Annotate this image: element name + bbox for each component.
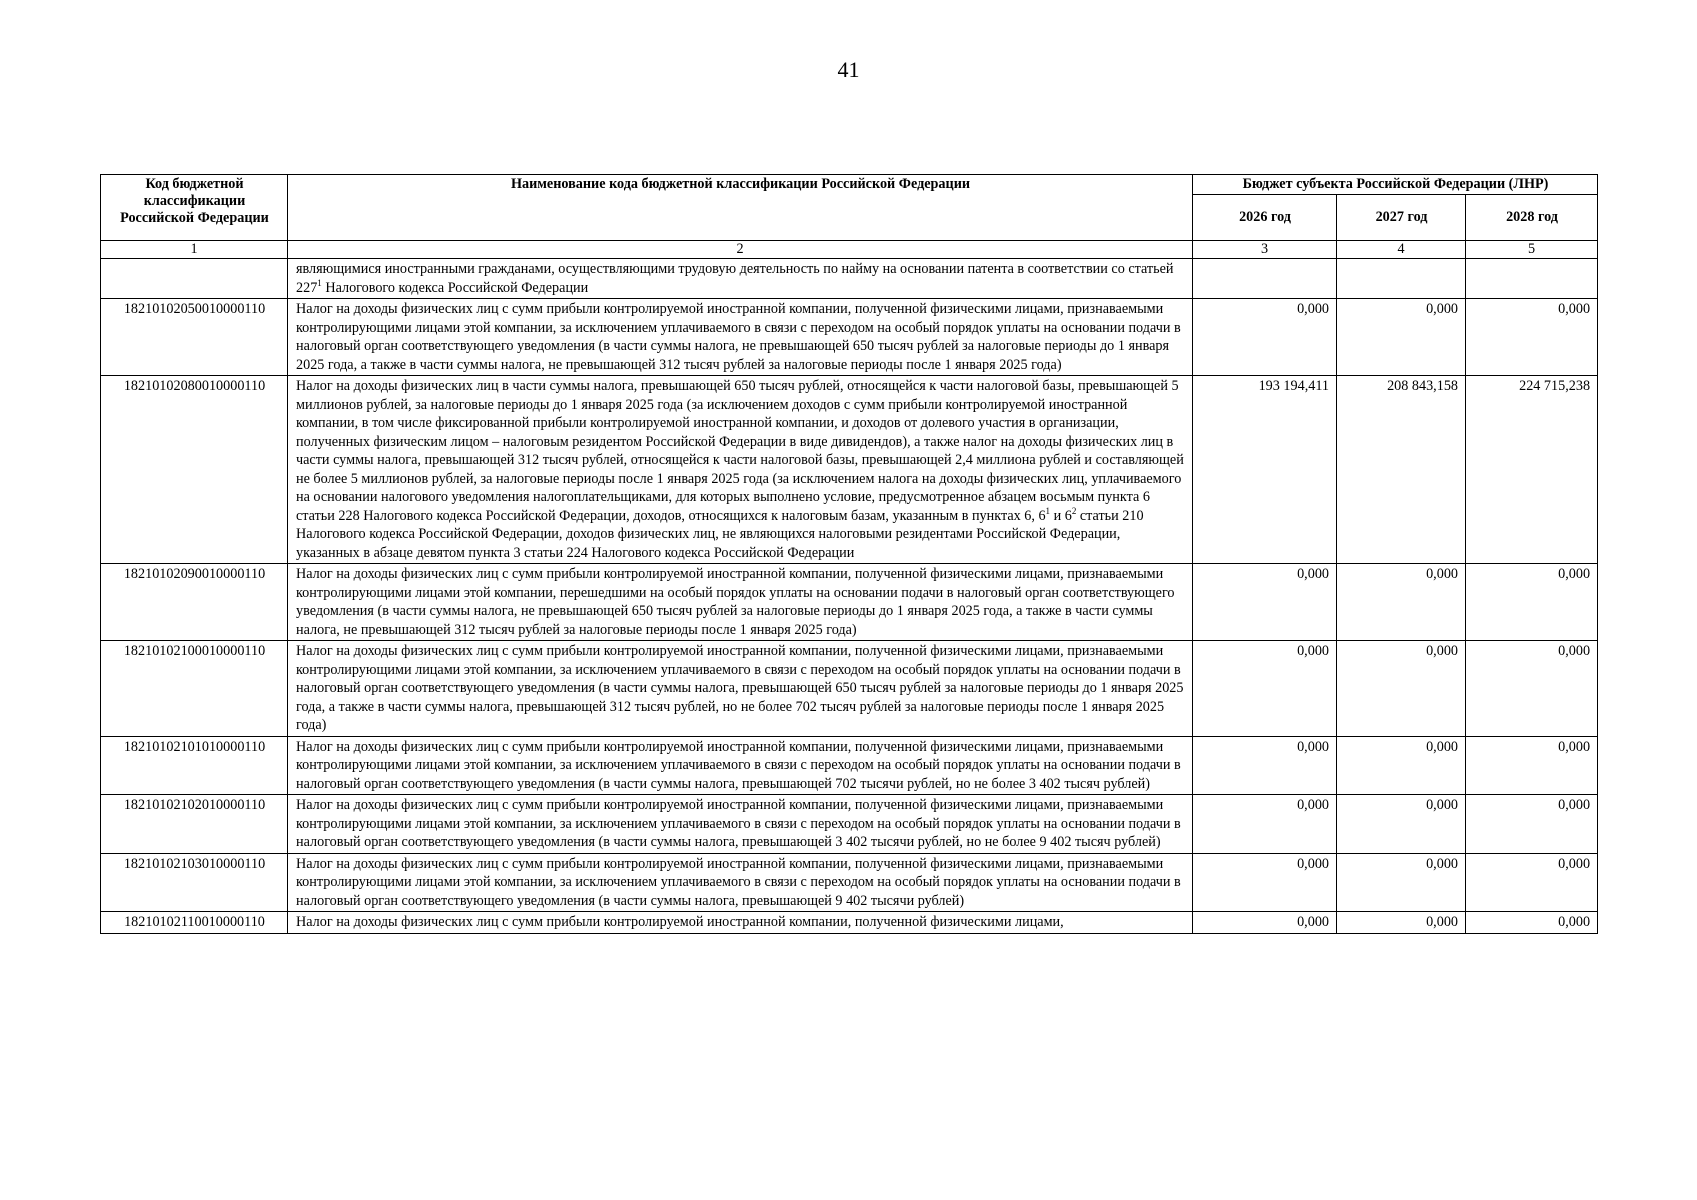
value-2028: 0,000 — [1466, 736, 1598, 795]
table-row-continuation — [101, 259, 1598, 299]
value-2026 — [1193, 259, 1337, 299]
name-text: Налогового кодекса Российской Федерации — [321, 279, 589, 296]
value-2027: 0,000 — [1337, 795, 1466, 854]
header-budget: Бюджет субъекта Российской Федерации (ЛНР) — [1193, 175, 1598, 195]
superscript: 1 — [317, 277, 322, 288]
name-text: Налог на доходы физических лиц в части суммы налога, превышающей 650 тысяч рублей, относящейся к части налоговой базы, превышающей 5 миллионов рублей, за налоговые периоды до 1 января 2025 года (за исключением доходов с сумм прибыли контролируемой иностранной компании, в том числе фиксированной прибыли контролируемой иностранной компании, и доходов от долевого участия в организации, полученных физическим лицом – налоговым резидентом Российской Федерации в виде дивидендов), а также налог на доходы физических лиц в части суммы налога, превышающей 312 тысяч рублей, относящейся к части налоговой базы, превышающей 2,4 миллиона рублей и составляющей не более 5 миллионов рублей, за налоговые периоды после 1 января 2025 года (за исключением налога на доходы физических лиц, уплачиваемого на основании налогового уведомления налогоплательщиками, для которых выполнено условие, предусмотренное абзацем восьмым пункта 6 статьи 228 Налогового кодекса Российской Федерации, доходов, относящихся к налоговым базам, указанным в пунктах 6, 6 — [296, 378, 1184, 524]
budget-classification-table — [100, 174, 1598, 934]
name-cell — [288, 259, 1193, 299]
name-text: являющимися иностранными гражданами, осуществляющими трудовую деятельность по найму на основании патента в соответствии со статьей 227 — [296, 261, 1174, 296]
table-row — [101, 376, 1598, 564]
header-year-2028: 2028 год — [1466, 195, 1598, 241]
column-number: 3 — [1193, 241, 1337, 259]
value-2026: 0,000 — [1193, 912, 1337, 934]
name-cell — [288, 376, 1193, 564]
name-cell: Налог на доходы физических лиц с сумм прибыли контролируемой иностранной компании, полученной физическими лицами, признаваемыми контролирующими лицами этой компании, за исключением уплачиваемого в связи с переходом на особый порядок уплаты на основании подачи в налоговый орган соответствующего уведомления (в части суммы налога, не превышающей 650 тысяч рублей за налоговые периоды до 1 января 2025 года, а также в части суммы налога, не превышающей 312 тысяч рублей за налоговые периоды после 1 января 2025 года) — [288, 299, 1193, 376]
name-cell: Налог на доходы физических лиц с сумм прибыли контролируемой иностранной компании, полученной физическими лицами, признаваемыми контролирующими лицами этой компании, за исключением уплачиваемого в связи с переходом на особый порядок уплаты на основании подачи в налоговый орган соответствующего уведомления (в части суммы налога, превышающей 650 тысяч рублей за налоговые периоды до 1 января 2025 года, а также в части суммы налога, превышающей 312 тысяч рублей, но не более 702 тысяч рублей за налоговые периоды после 1 января 2025 года) — [288, 641, 1193, 737]
table-row — [101, 641, 1598, 737]
value-2028: 0,000 — [1466, 299, 1598, 376]
code-cell — [101, 259, 288, 299]
value-2028: 0,000 — [1466, 853, 1598, 912]
value-2026: 193 194,411 — [1193, 376, 1337, 564]
header-year-2027: 2027 год — [1337, 195, 1466, 241]
value-2028: 0,000 — [1466, 795, 1598, 854]
table-row — [101, 299, 1598, 376]
name-cell: Налог на доходы физических лиц с сумм прибыли контролируемой иностранной компании, полученной физическими лицами, признаваемыми контролирующими лицами этой компании, за исключением уплачиваемого в связи с переходом на особый порядок уплаты на основании подачи в налоговый орган соответствующего уведомления (в части суммы налога, превышающей 3 402 тысячи рублей, но не более 9 402 тысяч рублей) — [288, 795, 1193, 854]
value-2027: 208 843,158 — [1337, 376, 1466, 564]
column-number: 5 — [1466, 241, 1598, 259]
name-text: и 6 — [1050, 507, 1072, 524]
table-row — [101, 736, 1598, 795]
value-2027: 0,000 — [1337, 299, 1466, 376]
value-2026: 0,000 — [1193, 853, 1337, 912]
value-2026: 0,000 — [1193, 299, 1337, 376]
table-row — [101, 912, 1598, 934]
value-2028: 0,000 — [1466, 641, 1598, 737]
code-cell: 18210102110010000110 — [101, 912, 288, 934]
page-number: 41 — [837, 57, 860, 82]
column-number: 2 — [288, 241, 1193, 259]
code-cell: 18210102080010000110 — [101, 376, 288, 564]
value-2027: 0,000 — [1337, 736, 1466, 795]
value-2028: 0,000 — [1466, 564, 1598, 641]
superscript: 2 — [1071, 505, 1077, 516]
name-cell: Налог на доходы физических лиц с сумм прибыли контролируемой иностранной компании, полученной физическими лицами, признаваемыми контролирующими лицами этой компании, за исключением уплачиваемого в связи с переходом на особый порядок уплаты на основании подачи в налоговый орган соответствующего уведомления (в части суммы налога, превышающей 702 тысячи рублей, но не более 3 402 тысяч рублей) — [288, 736, 1193, 795]
code-cell: 18210102103010000110 — [101, 853, 288, 912]
value-2028: 224 715,238 — [1466, 376, 1598, 564]
value-2026: 0,000 — [1193, 736, 1337, 795]
code-cell: 18210102102010000110 — [101, 795, 288, 854]
name-cell: Налог на доходы физических лиц с сумм прибыли контролируемой иностранной компании, полученной физическими лицами, — [288, 912, 1193, 934]
superscript: 1 — [1045, 505, 1051, 516]
value-2027 — [1337, 259, 1466, 299]
code-cell: 18210102100010000110 — [101, 641, 288, 737]
table-row — [101, 564, 1598, 641]
value-2028 — [1466, 259, 1598, 299]
header-row — [101, 175, 1598, 195]
value-2026: 0,000 — [1193, 795, 1337, 854]
code-cell: 18210102090010000110 — [101, 564, 288, 641]
name-cell: Налог на доходы физических лиц с сумм прибыли контролируемой иностранной компании, полученной физическими лицами, признаваемыми контролирующими лицами этой компании, за исключением уплачиваемого в связи с переходом на особый порядок уплаты на основании подачи в налоговый орган соответствующего уведомления (в части суммы налога, превышающей 9 402 тысячи рублей) — [288, 853, 1193, 912]
table-row — [101, 853, 1598, 912]
value-2026: 0,000 — [1193, 564, 1337, 641]
code-cell: 18210102101010000110 — [101, 736, 288, 795]
table-row — [101, 795, 1598, 854]
value-2026: 0,000 — [1193, 641, 1337, 737]
header-code: Код бюджетной классификации Российской Федерации — [101, 175, 288, 241]
name-cell: Налог на доходы физических лиц с сумм прибыли контролируемой иностранной компании, полученной физическими лицами, признаваемыми контролирующими лицами этой компании, перешедшими на особый порядок уплаты на основании подачи в налоговый орган соответствующего уведомления (в части суммы налога, не превышающей 650 тысяч рублей за налоговые периоды до 1 января 2025 года, а также в части суммы налога, не превышающей 312 тысяч рублей за налоговые периоды после 1 января 2025 года) — [288, 564, 1193, 641]
value-2028: 0,000 — [1466, 912, 1598, 934]
column-number: 4 — [1337, 241, 1466, 259]
value-2027: 0,000 — [1337, 853, 1466, 912]
value-2027: 0,000 — [1337, 564, 1466, 641]
column-number-row — [101, 241, 1598, 259]
value-2027: 0,000 — [1337, 641, 1466, 737]
name-text: статьи 210 Налогового кодекса Российской Федерации, доходов физических лиц, не являющихся налоговыми резидентами Российской Федерации, указанных в абзаце девятом пункта 3 статьи 224 Налогового кодекса Российской Федерации — [296, 507, 1144, 561]
value-2027: 0,000 — [1337, 912, 1466, 934]
header-year-2026: 2026 год — [1193, 195, 1337, 241]
code-cell: 18210102050010000110 — [101, 299, 288, 376]
header-name: Наименование кода бюджетной классификации Российской Федерации — [288, 175, 1193, 241]
column-number: 1 — [101, 241, 288, 259]
